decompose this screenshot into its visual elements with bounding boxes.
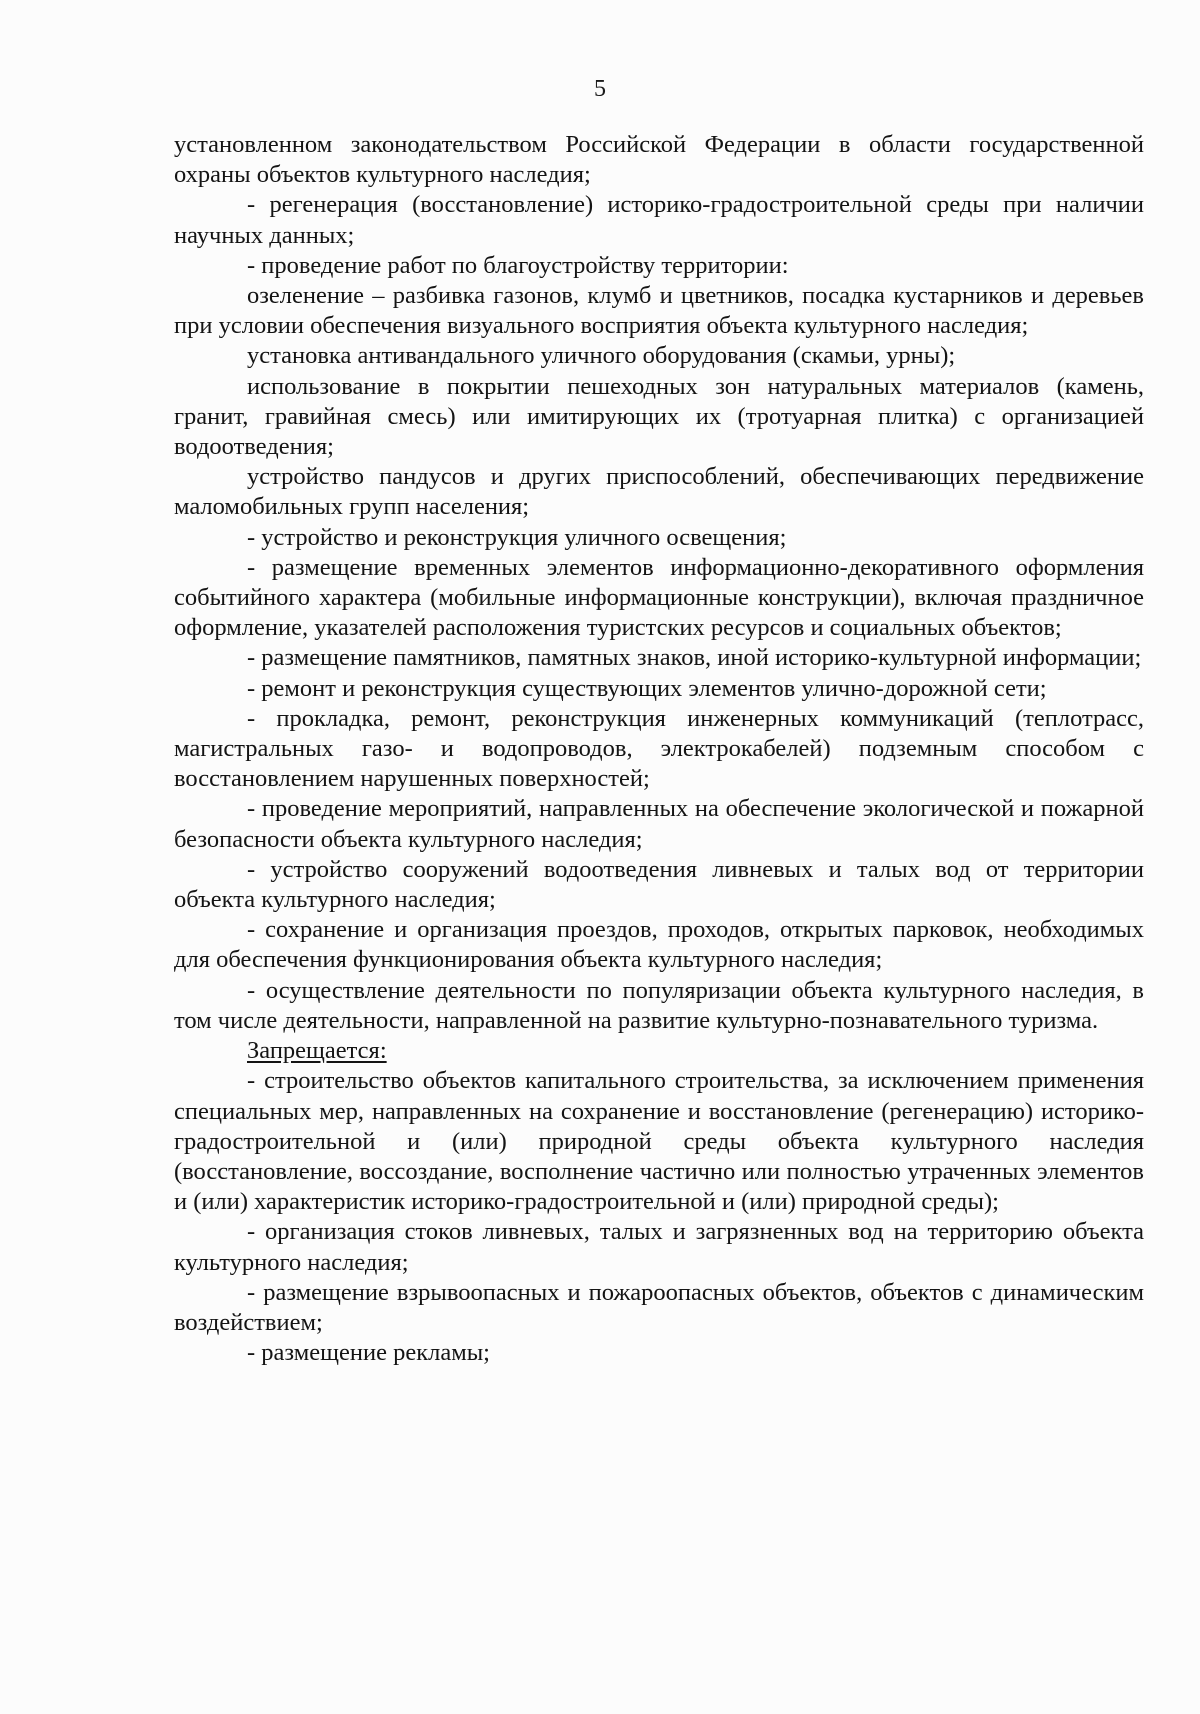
paragraph-safety-measures: - проведение мероприятий, направленных на обеспечение экологической и пожарной безопасности объекта культурного наследия; [174, 795, 1144, 853]
paragraph-greening: озеленение – разбивка газонов, клумб и цветников, посадка кустарников и деревьев при условии обеспечения визуального восприятия объекта культурного наследия; [174, 282, 1144, 340]
paragraph-hazardous-objects-ban: - размещение взрывоопасных и пожароопасных объектов, объектов с динамическим воздействием; [174, 1278, 1144, 1336]
document-body [174, 130, 1144, 1368]
paragraph-temporary-decoration: - размещение временных элементов информационно-декоративного оформления событийного характера (мобильные информационные конструкции), включая праздничное оформление, указателей расположения туристских ресурсов и социальных объектов; [174, 553, 1144, 642]
paragraph-advertising-ban: - размещение рекламы; [247, 1339, 490, 1367]
paragraph-parking: - сохранение и организация проездов, проходов, открытых парковок, необходимых для обеспечения функционирования объекта культурного наследия; [174, 916, 1144, 974]
paragraph-monuments: - размещение памятников, памятных знаков, иной историко-культурной информации; [247, 644, 1142, 672]
paragraph-runoff-ban: - организация стоков ливневых, талых и загрязненных вод на территорию объекта культурного наследия; [174, 1218, 1144, 1276]
paragraph-utilities: - прокладка, ремонт, реконструкция инженерных коммуникаций (теплотрасс, магистральных газо- и водопроводов, электрокабелей) подземным способом с восстановлением нарушенных поверхностей; [174, 704, 1144, 793]
paragraph-continuation: установленном законодательством Российской Федерации в области государственной охраны объектов культурного наследия; [174, 131, 1144, 189]
paragraph-popularization: - осуществление деятельности по популяризации объекта культурного наследия, в том числе деятельности, направленной на развитие культурно-познавательного туризма. [174, 976, 1144, 1034]
paragraph-pavement-materials: использование в покрытии пешеходных зон натуральных материалов (камень, гранит, гравийная смесь) или имитирующих их (тротуарная плитка) с организацией водоотведения; [174, 372, 1144, 461]
paragraph-drainage-structures: - устройство сооружений водоотведения ливневых и талых вод от территории объекта культурного наследия; [174, 855, 1144, 914]
paragraph-street-furniture: установка антивандального уличного оборудования (скамьи, урны); [247, 342, 956, 370]
paragraph-regeneration: - регенерация (восстановление) историко-градостроительной среды при наличии научных данных; [174, 191, 1144, 249]
prohibited-label: Запрещается: [247, 1037, 387, 1065]
section-heading-prohibited [174, 1036, 1144, 1066]
paragraph-ramps: устройство пандусов и других приспособлений, обеспечивающих передвижение маломобильных групп населения; [174, 463, 1144, 521]
paragraph-landscaping-works: - проведение работ по благоустройству территории: [247, 251, 789, 279]
paragraph-street-lighting: - устройство и реконструкция уличного освещения; [247, 523, 787, 551]
paragraph-road-network: - ремонт и реконструкция существующих элементов улично-дорожной сети; [247, 674, 1047, 702]
page-number: 5 [594, 76, 606, 102]
paragraph-construction-ban: - строительство объектов капитального строительства, за исключением применения специальных мер, направленных на сохранение и восстановление (регенерацию) историко-градостроительной и (или) природной среды объекта культурного наследия (восстановление, воссоздание, восполнение частично или полностью утраченных элементов и (или) характеристик историко-градостроительной и (или) природной среды); [174, 1067, 1144, 1216]
